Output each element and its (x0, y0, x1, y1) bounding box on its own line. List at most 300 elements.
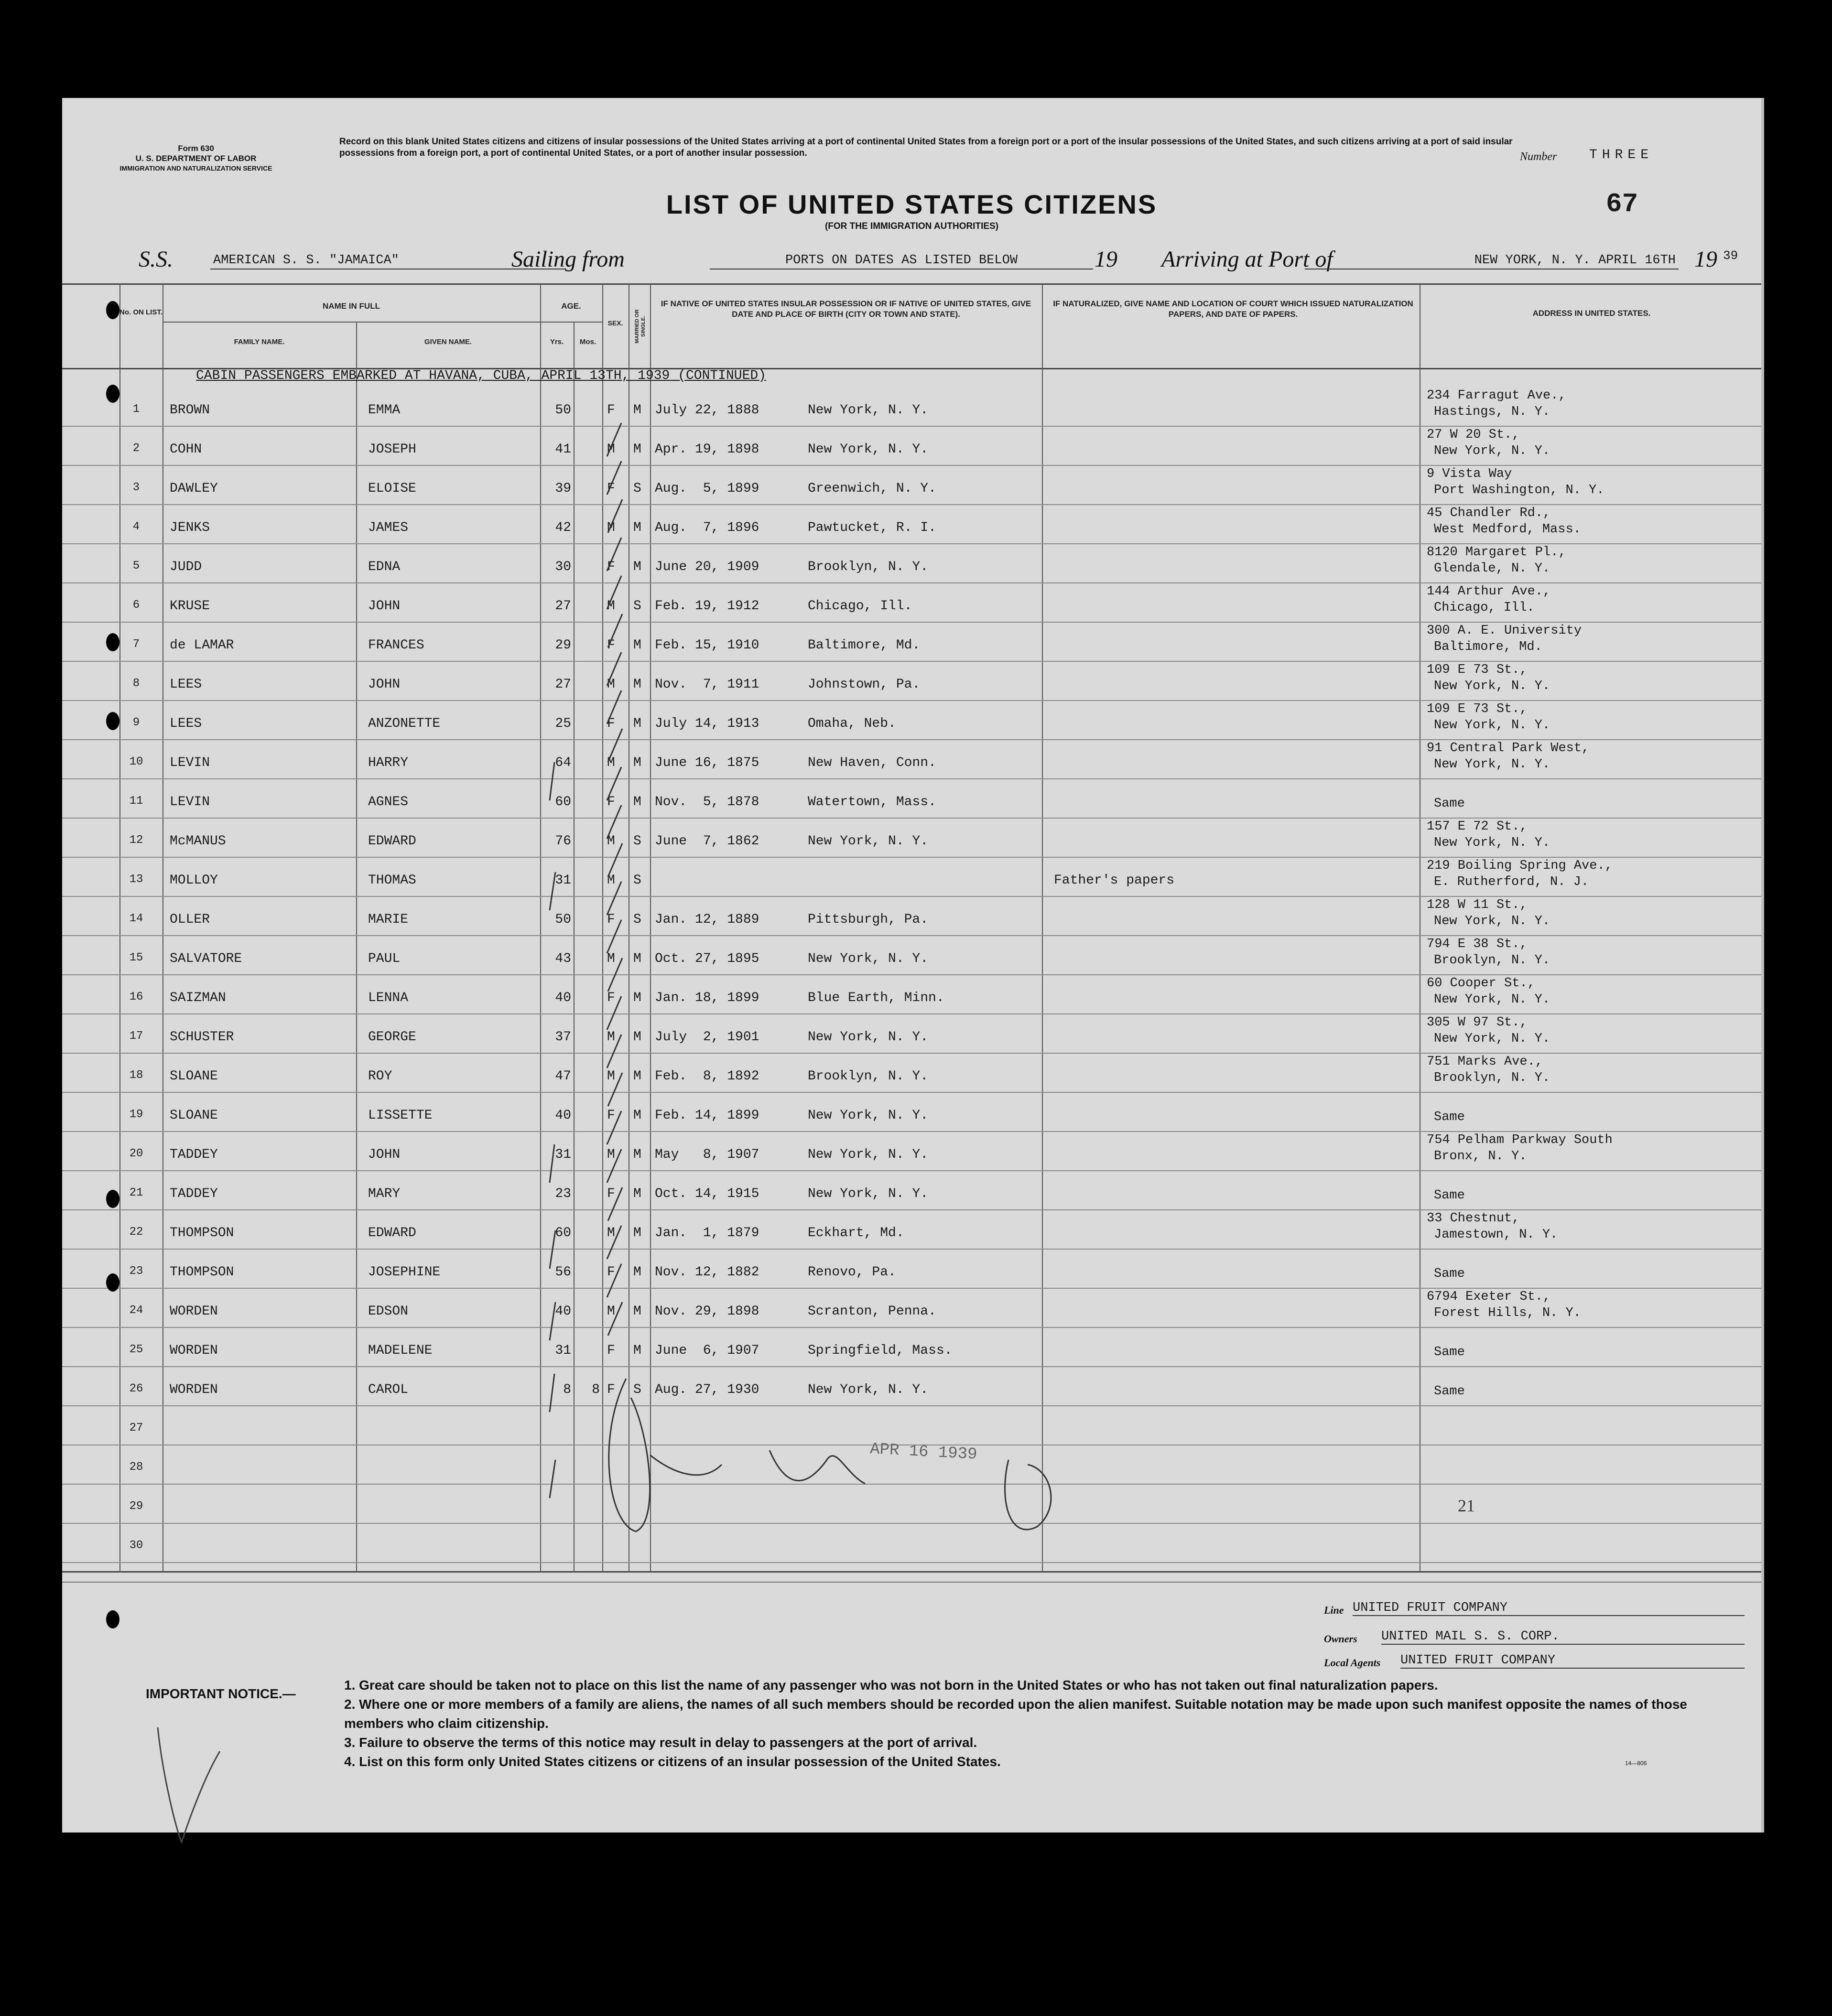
cell-ms: M (633, 403, 641, 418)
cell-given: JOSEPHINE (368, 1265, 441, 1280)
header-age: AGE. (561, 302, 581, 311)
cell-address-line2: Brooklyn, N. Y. (1434, 953, 1550, 968)
cell-yrs: 25 (555, 716, 571, 731)
agents-value: UNITED FRUIT COMPANY (1400, 1653, 1745, 1669)
cell-yrs: 30 (555, 560, 571, 574)
cell-ms: S (633, 834, 641, 849)
cell-family: JENKS (170, 520, 210, 535)
cell-given: JOHN (368, 1147, 401, 1162)
cell-family: LEVIN (170, 795, 210, 809)
ship-name: AMERICAN S. S. "JAMAICA" (210, 253, 565, 270)
cell-address-line1: 45 Chandler Rd., (1427, 506, 1551, 520)
notice-item: 3. Failure to observe the terms of this notice may result in delay to passengers at the port of arrival. (344, 1735, 977, 1750)
cell-yrs: 29 (555, 638, 571, 653)
cell-n: 15 (129, 951, 143, 964)
cell-birth: Aug. 7, 1896 (655, 520, 759, 535)
cell-place: Brooklyn, N. Y. (808, 560, 929, 574)
binder-hole (106, 633, 119, 651)
cell-given: EDNA (368, 560, 401, 574)
cell-family: JUDD (170, 560, 202, 574)
cell-place: New York, N. Y. (808, 1147, 929, 1162)
cell-sex: F (607, 1108, 615, 1123)
page-title: LIST OF UNITED STATES CITIZENS (666, 189, 1158, 219)
cell-given: JAMES (368, 520, 409, 535)
cell-birth: Jan. 1, 1879 (655, 1226, 759, 1240)
cell-address-line2: New York, N. Y. (1434, 718, 1550, 733)
header-sex: SEX. (607, 319, 623, 327)
cell-given: EMMA (368, 403, 401, 418)
cell-ms: S (633, 1382, 641, 1397)
cell-given: JOSEPH (368, 442, 416, 457)
cell-place: Omaha, Neb. (808, 716, 896, 731)
cell-address-line2: Same (1434, 1110, 1465, 1124)
cell-birth: July 2, 1901 (655, 1030, 759, 1045)
cell-sex: M (607, 599, 615, 614)
cell-family: LEES (170, 716, 202, 731)
notice-items (344, 1676, 1749, 1771)
cell-address-line1: 91 Central Park West, (1427, 741, 1590, 755)
cell-ms: M (633, 1186, 641, 1201)
cell-sex: M (607, 1226, 615, 1240)
cell-address-line1: 305 W 97 St., (1427, 1015, 1528, 1030)
cell-yrs: 42 (555, 520, 571, 535)
cell-n: 30 (129, 1539, 143, 1552)
form-number: Form 630 (178, 144, 214, 153)
cell-family: WORDEN (170, 1343, 218, 1358)
cell-birth: Jan. 12, 1889 (655, 912, 759, 927)
cell-address-line2: New York, N. Y. (1434, 914, 1550, 928)
cell-place: New York, N. Y. (808, 1108, 929, 1123)
cell-n: 12 (129, 834, 143, 847)
cell-address-line2: Same (1434, 1188, 1465, 1203)
line-label: Line (1324, 1604, 1344, 1616)
cell-family: OLLER (170, 912, 210, 927)
cell-birth: Feb. 14, 1899 (655, 1108, 759, 1123)
cell-ms: M (633, 951, 641, 966)
cell-sex: M (607, 755, 615, 770)
cell-n: 18 (129, 1069, 143, 1082)
footer-rule (62, 1582, 1761, 1583)
cell-sex: F (607, 403, 615, 418)
cell-family: SLOANE (170, 1108, 218, 1123)
cell-birth: July 22, 1888 (655, 403, 759, 418)
cell-ms: M (633, 1030, 641, 1045)
cell-given: JOHN (368, 599, 401, 614)
cell-ms: M (633, 1226, 641, 1240)
cell-birth: Oct. 27, 1895 (655, 951, 759, 966)
number-label: Number (1520, 151, 1557, 163)
cell-n: 10 (129, 755, 143, 768)
cell-yrs: 39 (555, 481, 571, 496)
cell-birth: Nov. 7, 1911 (655, 677, 759, 692)
header-family-name: FAMILY NAME. (234, 338, 285, 346)
cell-ms: M (633, 520, 641, 535)
cell-family: COHN (170, 442, 202, 457)
cell-yrs: 50 (555, 403, 571, 418)
cell-address-line1: 751 Marks Ave., (1427, 1055, 1543, 1069)
cell-sex: F (607, 1382, 615, 1397)
cell-given: JOHN (368, 677, 401, 692)
number-value: THREE (1589, 148, 1654, 162)
cell-n: 27 (129, 1422, 143, 1434)
cell-given: EDWARD (368, 834, 416, 849)
cell-family: WORDEN (170, 1304, 218, 1319)
cell-sex: F (607, 912, 615, 927)
cell-place: New York, N. Y. (808, 834, 929, 849)
owners-value: UNITED MAIL S. S. CORP. (1381, 1629, 1745, 1645)
cell-n: 9 (132, 716, 140, 729)
cell-birth: July 14, 1913 (655, 716, 759, 731)
cell-yrs: 41 (555, 442, 571, 457)
cell-address-line2: Hastings, N. Y. (1434, 405, 1550, 419)
arrival-stamp: APR 16 1939 (869, 1440, 978, 1464)
cell-yrs: 43 (555, 951, 571, 966)
cell-address-line1: 8120 Margaret Pl., (1427, 545, 1566, 560)
cell-sex: M (607, 951, 615, 966)
cell-ms: M (633, 442, 641, 457)
cell-yrs: 23 (555, 1186, 571, 1201)
form-identification (100, 143, 292, 173)
notice-item: 1. Great care should be taken not to place on this list the name of any passenger who was not born in the United States or who has not taken out final naturalization papers. (344, 1678, 1438, 1693)
cell-address-line1: 219 Boiling Spring Ave., (1427, 859, 1613, 873)
handwritten-tick-marks (545, 480, 583, 1531)
cell-yrs: 40 (555, 1304, 571, 1319)
cell-place: New Haven, Conn. (808, 755, 936, 770)
header-birth-info: IF NATIVE OF UNITED STATES INSULAR POSSESSION OR IF NATIVE OF UNITED STATES, GIVE DATE AND PLACE OF BIRTH (CITY OR TOWN AND STATE). (661, 299, 1031, 319)
cell-sex: M (607, 834, 615, 849)
cell-address-line2: Glendale, N. Y. (1434, 561, 1550, 576)
cell-birth: Feb. 19, 1912 (655, 599, 759, 614)
sailing-label: Sailing from (511, 247, 625, 272)
binder-hole (106, 301, 119, 319)
cell-address-line1: 109 E 73 St., (1427, 663, 1528, 677)
cell-place: New York, N. Y. (808, 1186, 929, 1201)
cell-family: MOLLOY (170, 873, 218, 888)
header-given-name: GIVEN NAME. (424, 338, 472, 346)
cell-address-line1: 128 W 11 St., (1427, 898, 1528, 912)
page-subtitle: (FOR THE IMMIGRATION AUTHORITIES) (824, 221, 999, 231)
header-no: No. ON LIST. (119, 308, 163, 316)
cell-sex: F (607, 1343, 615, 1358)
cell-yrs: 60 (555, 1226, 571, 1240)
manifest-page (62, 98, 1761, 1833)
arriving-label: Arriving at Port of (1161, 247, 1333, 272)
cell-address-line2: Same (1434, 797, 1465, 811)
cell-n: 26 (129, 1382, 143, 1395)
cell-place: Greenwich, N. Y. (808, 481, 936, 496)
binder-hole (106, 1610, 119, 1628)
cell-address-line2: New York, N. Y. (1434, 679, 1550, 693)
cell-place: Baltimore, Md. (808, 638, 921, 653)
cell-family: WORDEN (170, 1382, 218, 1397)
department-name: U. S. DEPARTMENT OF LABOR (135, 154, 257, 163)
cell-ms: M (633, 716, 641, 731)
cell-address-line1: 9 Vista Way (1427, 467, 1512, 481)
cell-address-line2: New York, N. Y. (1434, 992, 1550, 1007)
cell-sex: M (607, 1069, 615, 1084)
cell-given: GEORGE (368, 1030, 416, 1045)
cell-place: Springfield, Mass. (808, 1343, 953, 1358)
page-mark: 67 (1606, 189, 1638, 219)
cell-family: SAIZMAN (170, 991, 226, 1005)
cell-n: 24 (129, 1304, 143, 1317)
cell-address-line1: 794 E 38 St., (1427, 937, 1528, 951)
cell-address-line2: Brooklyn, N. Y. (1434, 1071, 1550, 1085)
notice-label: IMPORTANT NOTICE.— (146, 1686, 296, 1701)
cell-address-line1: 27 W 20 St., (1427, 428, 1520, 442)
cell-mos: 8 (592, 1382, 600, 1397)
cell-family: BROWN (170, 403, 210, 418)
cell-n: 25 (129, 1343, 143, 1356)
agents-label: Local Agents (1324, 1657, 1381, 1669)
cell-n: 21 (129, 1186, 143, 1199)
cell-given: FRANCES (368, 638, 424, 653)
cell-address-line2: Bronx, N. Y. (1434, 1149, 1527, 1164)
binder-hole (106, 712, 119, 730)
header-address: ADDRESS IN UNITED STATES. (1532, 309, 1651, 318)
cell-n: 7 (132, 638, 140, 651)
cell-sex: M (607, 1147, 615, 1162)
cell-given: LISSETTE (368, 1108, 433, 1123)
cell-yrs: 40 (555, 1108, 571, 1123)
cell-address-line1: 754 Pelham Parkway South (1427, 1133, 1613, 1147)
cell-n: 3 (132, 481, 140, 494)
cell-n: 13 (129, 873, 143, 886)
cell-birth: Apr. 19, 1898 (655, 442, 759, 457)
cell-ms: S (633, 873, 641, 888)
sailing-from: PORTS ON DATES AS LISTED BELOW (710, 253, 1093, 270)
cell-sex: F (607, 795, 615, 809)
cell-sex: M (607, 1304, 615, 1319)
cell-n: 28 (129, 1461, 143, 1474)
cell-n: 20 (129, 1147, 143, 1160)
binder-hole (106, 1190, 119, 1208)
service-name: IMMIGRATION AND NATURALIZATION SERVICE (119, 164, 272, 172)
cell-family: SLOANE (170, 1069, 218, 1084)
cell-family: McMANUS (170, 834, 226, 849)
cell-birth: Aug. 27, 1930 (655, 1382, 759, 1397)
cell-family: THOMPSON (170, 1265, 234, 1280)
cell-n: 22 (129, 1226, 143, 1239)
handwritten-mark (148, 1718, 225, 1856)
cell-birth: Nov. 29, 1898 (655, 1304, 759, 1319)
header-married: MARRIED OR SINGLE. (634, 309, 646, 344)
cell-ms: M (633, 1069, 641, 1084)
notice-item: 4. List on this form only United States citizens or citizens of an insular possession of the United States. (344, 1754, 1001, 1769)
cell-birth: Feb. 8, 1892 (655, 1069, 759, 1084)
cell-birth: Oct. 14, 1915 (655, 1186, 759, 1201)
cell-family: SCHUSTER (170, 1030, 234, 1045)
cell-family: DAWLEY (170, 481, 218, 496)
year-suffix: 39 (1723, 248, 1738, 263)
cell-place: Blue Earth, Minn. (808, 991, 944, 1005)
cell-place: New York, N. Y. (808, 1382, 929, 1397)
cell-place: Johnstown, Pa. (808, 677, 921, 692)
cell-birth: Nov. 5, 1878 (655, 795, 759, 809)
cell-ms: M (633, 638, 641, 653)
cell-given: MADELENE (368, 1343, 433, 1358)
cell-yrs: 31 (555, 873, 571, 888)
cell-n: 11 (129, 795, 143, 808)
cell-address-line1: 157 E 72 St., (1427, 819, 1528, 834)
cell-ms: M (633, 795, 641, 809)
cell-given: EDSON (368, 1304, 409, 1319)
cell-ms: M (633, 991, 641, 1005)
cell-sex: M (607, 873, 615, 888)
cell-family: THOMPSON (170, 1226, 234, 1240)
cell-nat: Father's papers (1054, 873, 1175, 888)
cell-ms: S (633, 912, 641, 927)
table-top-rule (62, 283, 1761, 285)
cell-place: New York, N. Y. (808, 403, 929, 418)
cell-birth: Aug. 5, 1899 (655, 481, 759, 496)
cell-yrs: 27 (555, 677, 571, 692)
cell-address-line2: Same (1434, 1267, 1465, 1281)
cell-family: TADDEY (170, 1147, 218, 1162)
cell-yrs: 60 (555, 795, 571, 809)
cell-birth: June 6, 1907 (655, 1343, 759, 1358)
year-prefix-2: 19 (1694, 247, 1717, 272)
cell-address-line1: 33 Chestnut, (1427, 1211, 1520, 1226)
cell-yrs: 64 (555, 755, 571, 770)
ss-label: S.S. (139, 247, 173, 272)
binder-hole (106, 1273, 119, 1292)
cell-address-line1: 60 Cooper St., (1427, 976, 1535, 991)
cell-n: 5 (132, 560, 140, 572)
cell-address-line1: 6794 Exeter St., (1427, 1290, 1551, 1304)
year-prefix: 19 (1095, 247, 1117, 272)
cell-sex: F (607, 991, 615, 1005)
cell-address-line2: Forest Hills, N. Y. (1434, 1306, 1581, 1320)
cell-given: ROY (368, 1069, 392, 1084)
cell-n: 1 (132, 403, 140, 416)
cell-sex: M (607, 1030, 615, 1045)
cell-address-line1: 234 Farragut Ave., (1427, 388, 1566, 403)
cell-address-line2: New York, N. Y. (1434, 836, 1550, 850)
cell-ms: S (633, 599, 641, 614)
cell-address-line2: West Medford, Mass. (1434, 522, 1581, 537)
cell-ms: M (633, 1147, 641, 1162)
cell-ms: M (633, 677, 641, 692)
cell-given: ANZONETTE (368, 716, 441, 731)
cell-address-line2: New York, N. Y. (1434, 1032, 1550, 1046)
cell-ms: M (633, 1304, 641, 1319)
cell-address-line2: Baltimore, Md. (1434, 640, 1542, 654)
cell-sex: F (607, 1186, 615, 1201)
cell-place: Renovo, Pa. (808, 1265, 896, 1280)
cell-yrs: 31 (555, 1147, 571, 1162)
cell-given: LENNA (368, 991, 409, 1005)
header-naturalization: IF NATURALIZED, GIVE NAME AND LOCATION OF COURT WHICH ISSUED NATURALIZATION PAPERS, AND DATE OF PAPERS. (1053, 299, 1413, 319)
cell-yrs: 40 (555, 991, 571, 1005)
cell-birth: Nov. 12, 1882 (655, 1265, 759, 1280)
cell-family: LEES (170, 677, 202, 692)
cell-yrs: 8 (563, 1382, 571, 1397)
owners-label: Owners (1324, 1633, 1357, 1645)
header-years: Yrs. (550, 338, 564, 346)
cell-place: Pawtucket, R. I. (808, 520, 936, 535)
cell-birth: June 16, 1875 (655, 755, 759, 770)
header-name-full: NAME IN FULL (323, 302, 380, 311)
cell-place: New York, N. Y. (808, 951, 929, 966)
cell-place: Scranton, Penna. (808, 1304, 936, 1319)
cell-given: CAROL (368, 1382, 409, 1397)
line-value: UNITED FRUIT COMPANY (1353, 1601, 1745, 1616)
cell-sex: F (607, 481, 615, 496)
cell-given: MARY (368, 1186, 401, 1201)
cell-given: HARRY (368, 755, 409, 770)
cell-address-line1: 300 A. E. University (1427, 624, 1582, 638)
cell-n: 14 (129, 912, 143, 925)
cell-birth: May 8, 1907 (655, 1147, 759, 1162)
cell-yrs: 31 (555, 1343, 571, 1358)
cell-n: 17 (129, 1030, 143, 1043)
cell-birth: June 7, 1862 (655, 834, 759, 849)
cell-birth: June 20, 1909 (655, 560, 759, 574)
cell-birth: Feb. 15, 1910 (655, 638, 759, 653)
cell-yrs: 27 (555, 599, 571, 614)
cell-address-line2: Jamestown, N. Y. (1434, 1228, 1558, 1242)
cell-given: ELOISE (368, 481, 416, 496)
cell-sex: F (607, 560, 615, 574)
cell-yrs: 56 (555, 1265, 571, 1280)
cell-given: MARIE (368, 912, 409, 927)
cell-address-line2: New York, N. Y. (1434, 757, 1550, 772)
cell-sex: F (607, 638, 615, 653)
cell-given: PAUL (368, 951, 401, 966)
intro-instructions: Record on this blank United States citizens and citizens of insular possessions of the United States arriving at a port of continental United States from a foreign port or a port of the insular possessions of the United States, and such citizens arriving at a port of said insular possessions from a foreign port, a port of continental United States, or a port of another insular possession. (339, 137, 1513, 158)
cell-ms: M (633, 1343, 641, 1358)
cell-ms: S (633, 481, 641, 496)
cell-n: 16 (129, 991, 143, 1003)
cell-address-line2: Chicago, Ill. (1434, 601, 1535, 615)
cell-family: TADDEY (170, 1186, 218, 1201)
cell-sex: M (607, 520, 615, 535)
cell-n: 2 (132, 442, 140, 455)
cell-address-line2: New York, N. Y. (1434, 444, 1550, 458)
cell-place: Pittsburgh, Pa. (808, 912, 929, 927)
cell-family: de LAMAR (170, 638, 234, 653)
cell-yrs: 37 (555, 1030, 571, 1045)
cell-ms: M (633, 1265, 641, 1280)
header-subrule (163, 322, 602, 323)
cell-place: Brooklyn, N. Y. (808, 1069, 929, 1084)
cell-sex: M (607, 442, 615, 457)
handwritten-checkmarks (578, 385, 1247, 1675)
cell-n: 6 (132, 599, 140, 612)
notice-item: 2. Where one or more members of a family are aliens, the names of all such members should be recorded upon the alien manifest. Suitable notation may be made upon such manifest opposite the names of those members who claim citizenship. (344, 1697, 1687, 1731)
cell-address-line2: Port Washington, N. Y. (1434, 483, 1604, 497)
cell-place: New York, N. Y. (808, 1030, 929, 1045)
arriving-at: NEW YORK, N. Y. APRIL 16TH (1305, 253, 1679, 270)
cell-ms: M (633, 755, 641, 770)
cell-given: AGNES (368, 795, 409, 809)
cell-n: 19 (129, 1108, 143, 1121)
cell-family: KRUSE (170, 599, 210, 614)
cell-place: New York, N. Y. (808, 442, 929, 457)
cell-birth: Jan. 18, 1899 (655, 991, 759, 1005)
header-months: Mos. (579, 338, 596, 346)
binder-hole (106, 385, 119, 403)
cell-place: Eckhart, Md. (808, 1226, 904, 1240)
cell-n: 4 (132, 520, 140, 533)
cell-place: Watertown, Mass. (808, 795, 936, 809)
cell-address-line2: E. Rutherford, N. J. (1434, 875, 1589, 889)
cell-ms: M (633, 1108, 641, 1123)
cell-yrs: 76 (555, 834, 571, 849)
cell-address-line1: 109 E 73 St., (1427, 702, 1528, 716)
cell-given: EDWARD (368, 1226, 416, 1240)
